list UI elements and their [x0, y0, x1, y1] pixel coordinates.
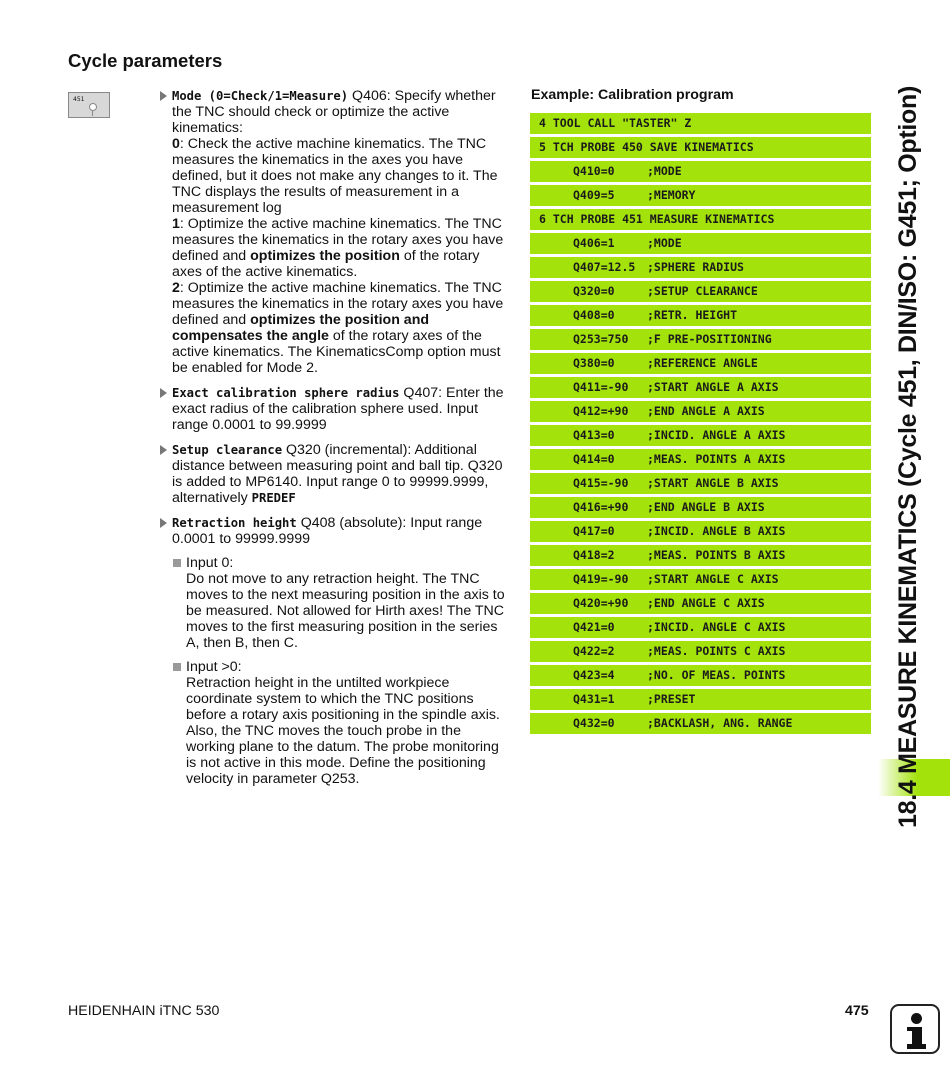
program-line	[530, 377, 871, 398]
program-param-comment: ;PRESET	[647, 692, 696, 706]
mode-option-1: 1: Optimize the active machine kinematics. The TNC measures the kinematics in the rotary axes you have defined and optimizes the position of the rotary axes of the active kinematics.	[172, 216, 504, 280]
program-line	[530, 521, 871, 542]
program-line	[530, 449, 871, 470]
program-param-code: Q408=0	[573, 308, 615, 322]
program-param-code: Q421=0	[573, 620, 615, 634]
param-name: Exact calibration sphere radius	[172, 386, 400, 400]
param-description: Q407: Enter the exact radius of the calibration sphere used. Input range 0.0001 to 99.9999	[172, 385, 504, 433]
param-name: Setup clearance	[172, 443, 283, 457]
example-title: Example: Calibration program	[531, 87, 734, 103]
program-line	[530, 305, 871, 326]
program-param-comment: ;END ANGLE A AXIS	[647, 404, 765, 418]
param-setup-clearance	[158, 442, 510, 506]
program-line	[530, 257, 871, 278]
program-param-comment: ;MEMORY	[647, 188, 696, 202]
program-line	[530, 161, 871, 182]
section-heading: Cycle parameters	[68, 50, 223, 71]
info-icon	[890, 1004, 940, 1054]
probe-stem-icon	[92, 110, 93, 116]
program-line	[530, 497, 871, 518]
mode-option-2: 2: Optimize the active machine kinematics. The TNC measures the kinematics in the rotary axes you have defined and optimizes the position and compensates the angle of the rotary axes of the active kinematics. The KinematicsComp option must be enabled for Mode 2.	[172, 280, 504, 376]
param-mode-text	[172, 88, 510, 136]
program-param-comment: ;RETR. HEIGHT	[647, 308, 738, 322]
program-param-code: Q416=+90	[573, 500, 629, 514]
chapter-side-title: 18.4 MEASURE KINEMATICS (Cycle 451, DIN/ISO: G451; Option)	[894, 85, 922, 828]
program-param-comment: ;START ANGLE A AXIS	[647, 380, 779, 394]
bullet-square-icon	[173, 663, 181, 671]
program-param-comment: ;MEAS. POINTS A AXIS	[647, 452, 786, 466]
program-line	[530, 713, 871, 734]
param-mode	[158, 88, 510, 376]
program-line	[530, 569, 871, 590]
bullet-triangle-icon	[160, 445, 167, 455]
program-param-code: Q413=0	[573, 428, 615, 442]
program-param-comment: ;SETUP CLEARANCE	[647, 284, 758, 298]
program-line	[530, 641, 871, 662]
program-param-code: Q431=1	[573, 692, 615, 706]
program-line	[530, 689, 871, 710]
program-param-code: Q420=+90	[573, 596, 629, 610]
program-param-comment: ;START ANGLE C AXIS	[647, 572, 779, 586]
program-line	[530, 353, 871, 374]
program-param-comment: ;MEAS. POINTS C AXIS	[647, 644, 786, 658]
program-param-code: Q412=+90	[573, 404, 629, 418]
program-line: 4 TOOL CALL "TASTER" Z	[530, 113, 871, 134]
program-param-comment: ;MEAS. POINTS B AXIS	[647, 548, 786, 562]
predef-code: PREDEF	[251, 491, 296, 505]
mode-option-0: 0: Check the active machine kinematics. The TNC measures the kinematics in the axes you have defined, but it does not make any changes to it. The TNC displays the results of measurement in a measurement log	[172, 136, 498, 216]
param-sphere-radius	[158, 385, 510, 433]
program-line	[530, 617, 871, 638]
program-param-code: Q422=2	[573, 644, 615, 658]
parameter-list	[158, 88, 510, 796]
program-line: 6 TCH PROBE 451 MEASURE KINEMATICS	[530, 209, 871, 230]
program-param-comment: ;MODE	[647, 164, 682, 178]
cycle-451-icon	[68, 92, 110, 118]
program-param-comment: ;INCID. ANGLE A AXIS	[647, 428, 786, 442]
program-line	[530, 185, 871, 206]
footer-product: HEIDENHAIN iTNC 530	[68, 1003, 220, 1019]
program-param-code: Q406=1	[573, 236, 615, 250]
program-line: 5 TCH PROBE 450 SAVE KINEMATICS	[530, 137, 871, 158]
program-param-code: Q417=0	[573, 524, 615, 538]
program-line	[530, 545, 871, 566]
program-param-code: Q418=2	[573, 548, 615, 562]
program-param-code: Q423=4	[573, 668, 615, 682]
param-retraction-height	[158, 515, 510, 787]
program-param-code: Q411=-90	[573, 380, 629, 394]
program-param-code: Q410=0	[573, 164, 615, 178]
program-param-comment: ;NO. OF MEAS. POINTS	[647, 668, 786, 682]
bullet-triangle-icon	[160, 518, 167, 528]
program-line	[530, 329, 871, 350]
probe-ball-icon	[89, 103, 97, 111]
program-param-comment: ;END ANGLE C AXIS	[647, 596, 765, 610]
param-name: Mode (0=Check/1=Measure)	[172, 89, 349, 103]
info-dot	[911, 1013, 922, 1024]
program-line	[530, 593, 871, 614]
param-name: Retraction height	[172, 516, 297, 530]
program-param-comment: ;REFERENCE ANGLE	[647, 356, 758, 370]
program-param-comment: ;BACKLASH, ANG. RANGE	[647, 716, 793, 730]
program-param-code: Q432=0	[573, 716, 615, 730]
program-param-code: Q414=0	[573, 452, 615, 466]
program-param-code: Q253=750	[573, 332, 629, 346]
program-param-code: Q415=-90	[573, 476, 629, 490]
program-line	[530, 281, 871, 302]
program-param-code: Q409=5	[573, 188, 615, 202]
sub-item-input-gt-0: Input >0: Retraction height in the untilted workpiece coordinate system to which the TNC positions before a rotary axis positioning in the spindle axis. Also, the TNC moves the touch probe in the working plane to the datum. The probe monitoring is not active in this mode. Define the positioning velocity in parameter Q253.	[172, 659, 510, 787]
program-line	[530, 401, 871, 422]
program-line	[530, 233, 871, 254]
program-param-comment: ;INCID. ANGLE B AXIS	[647, 524, 786, 538]
program-line	[530, 665, 871, 686]
program-line	[530, 425, 871, 446]
sub-item-input-0: Input 0: Do not move to any retraction height. The TNC moves to the next measuring position in the axis to be measured. Not allowed for Hirth axes! The TNC moves to the first measuring position in the series A, then B, then C.	[172, 555, 510, 651]
program-param-comment: ;INCID. ANGLE C AXIS	[647, 620, 786, 634]
param-description: Q320 (incremental): Additional distance between measuring point and ball tip. Q320 is added to MP6140. Input range 0 to 99999.9999, alternatively	[172, 442, 503, 506]
param-description: Q408 (absolute): Input range 0.0001 to 99999.9999	[172, 515, 483, 547]
bullet-triangle-icon	[160, 91, 167, 101]
bullet-square-icon	[173, 559, 181, 567]
program-param-code: Q380=0	[573, 356, 615, 370]
program-param-comment: ;START ANGLE B AXIS	[647, 476, 779, 490]
program-param-code: Q320=0	[573, 284, 615, 298]
program-param-comment: ;END ANGLE B AXIS	[647, 500, 765, 514]
param-description: Q406: Specify whether the TNC should check or optimize the active kinematics:	[172, 88, 496, 136]
page-number: 475	[845, 1003, 869, 1019]
program-param-code: Q419=-90	[573, 572, 629, 586]
program-param-comment: ;SPHERE RADIUS	[647, 260, 744, 274]
program-line	[530, 473, 871, 494]
bullet-triangle-icon	[160, 388, 167, 398]
program-param-comment: ;MODE	[647, 236, 682, 250]
cycle-icon-label: 451	[73, 96, 85, 103]
program-param-code: Q407=12.5	[573, 260, 636, 274]
info-base	[907, 1044, 926, 1049]
program-param-comment: ;F PRE-POSITIONING	[647, 332, 772, 346]
nc-program-listing	[530, 113, 871, 737]
